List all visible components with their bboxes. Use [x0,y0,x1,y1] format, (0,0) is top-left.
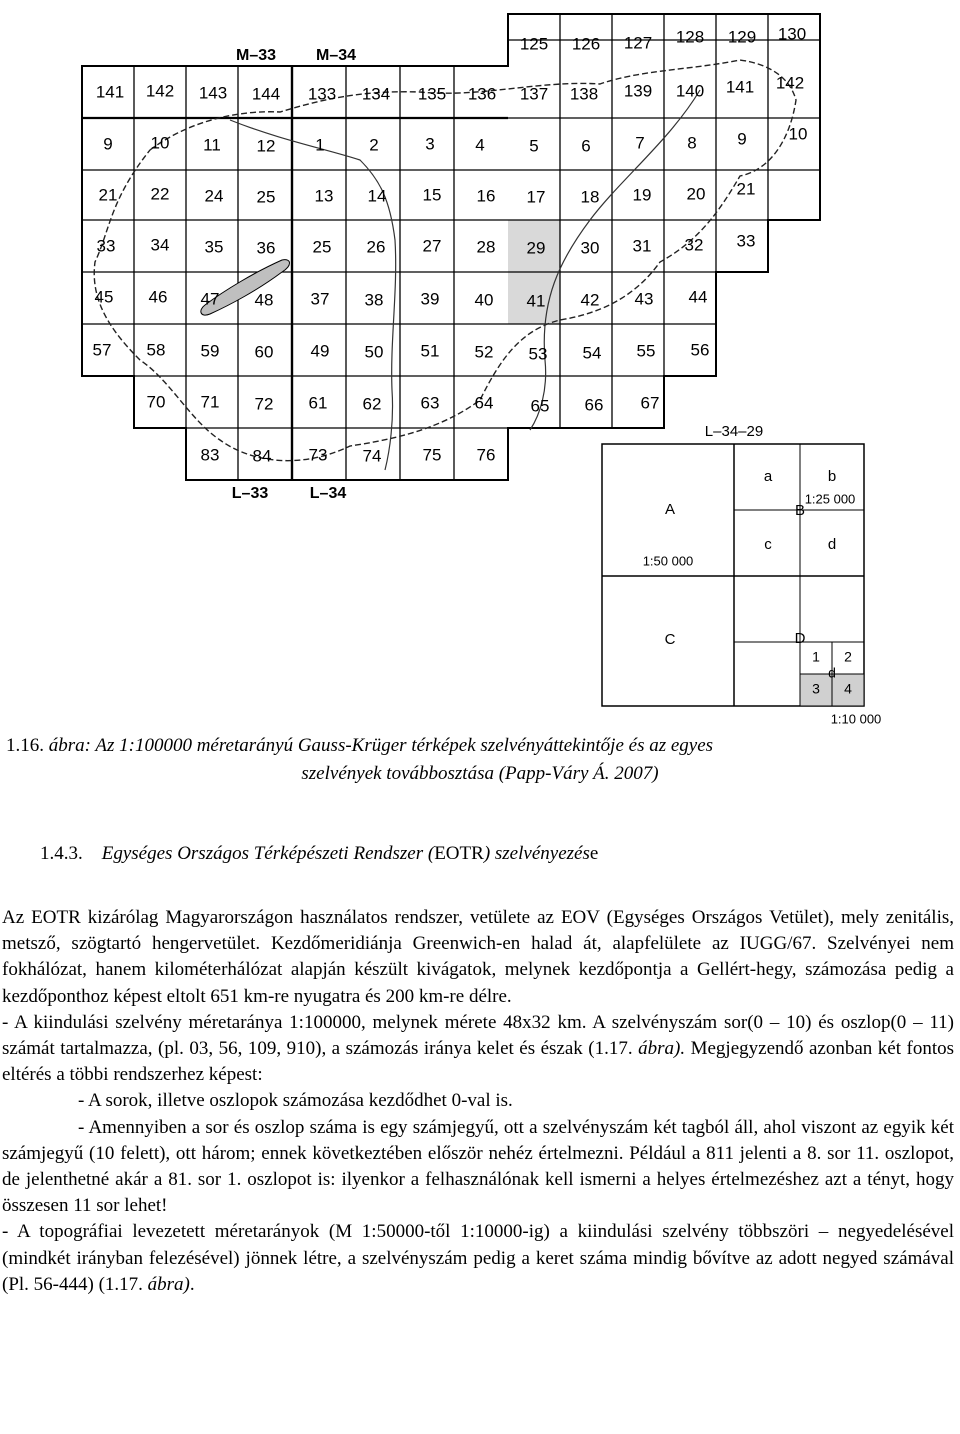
grid-number: 11 [203,135,221,155]
detail-label-d-small: d [828,664,836,681]
grid-number: 54 [582,343,602,363]
grid-number: 138 [569,84,599,104]
paragraph-text: - A topográfiai levezetett méretarányok (M 1:50000-től 1:10000-ig) a kiindulási szelvény többszöri – negyedelésével (mindkét irányban felezésével) jönnek létre, a szelvényszám pedig a keret száma mindig bővítve az adott negyed számával (Pl. 56-444) (1.17. [2,1221,954,1295]
paragraph-italic: ábra) [147,1273,190,1295]
paragraph-italic: ábra). [638,1038,686,1060]
grid-number: 43 [634,289,654,309]
grid-number: 142 [145,81,175,101]
grid-number: 59 [200,341,220,361]
grid-number: 13 [314,186,334,206]
grid-number: 4 [475,135,485,155]
grid-number: 42 [580,290,600,310]
grid-number: 63 [420,393,440,413]
sheet-label-l33: L–33 [231,485,269,503]
grid-number: 58 [146,340,166,360]
grid-number: 74 [362,446,382,466]
grid-number: 144 [251,84,281,104]
grid-number: 21 [98,185,118,205]
grid-number: 128 [675,27,705,47]
detail-label-q2: 2 [844,648,852,665]
sheet-label-m33: M–33 [235,47,277,65]
grid-number: 9 [103,134,113,154]
paragraph: - A sorok, illetve oszlopok számozása kezdődhet 0-val is. [78,1090,513,1112]
grid-number: 62 [362,394,382,414]
heading-part-2: ) szelvényezés [483,843,590,864]
grid-number: 6 [581,136,591,156]
grid-number: 1 [315,135,325,155]
detail-label-B: B [794,501,806,519]
grid-number: 55 [636,341,656,361]
grid-outline [82,14,820,480]
grid-number: 24 [204,186,224,206]
grid-number: 21 [736,179,756,199]
grid-number: 33 [96,236,116,256]
caption-line-1 [6,732,713,760]
grid-number: 61 [308,393,328,413]
grid-number: 19 [632,185,652,205]
grid-number: 36 [256,238,276,258]
heading-abbr: EOTR [434,843,484,864]
grid-number: 35 [204,237,224,257]
grid-number: 26 [366,237,386,257]
grid-lines [82,14,820,480]
grid-number: 83 [200,445,220,465]
grid-number: 22 [150,184,170,204]
detail-label-b: b [827,467,837,485]
paragraph: Az EOTR kizárólag Magyarországon használatos rendszer, vetülete az EOV (Egységes Országos Vetület), mely zenitális, metsző, szögtartó hengervetület. Kezdőmeridiánja Greenwich-en halad át, alapfelülete az IUGG/67. Szelvényei nem fokhálózat, hanem kilométerhálózat alapján készült kivágatok, melynek kezdőpontja a Gellért-hegy, számozása pedig a kezdőponthoz képest eltolt 651 km-re nyugatra és 200 km-re délre. [2,907,954,1007]
grid-number: 12 [256,136,276,156]
grid-number: 143 [198,83,228,103]
body-text [2,905,954,1298]
grid-number: 17 [526,187,546,207]
grid-number: 125 [519,34,549,54]
grid-number: 41 [526,291,546,311]
grid-number: 126 [571,34,601,54]
heading-suffix: e [589,843,599,864]
detail-label-q3: 3 [812,680,820,697]
detail-title: L–34–29 [704,422,764,440]
grid-number: 127 [623,33,653,53]
detail-label-q4: 4 [844,680,852,697]
grid-number: 84 [252,446,272,466]
grid-number: 44 [688,287,708,307]
grid-number: 45 [94,287,114,307]
grid-number: 49 [310,341,330,361]
grid-number: 135 [417,84,447,104]
grid-number: 142 [775,73,805,93]
grid-number: 39 [420,289,440,309]
grid-number: 133 [307,84,337,104]
grid-number: 37 [310,289,330,309]
grid-number: 32 [684,235,704,255]
grid-number: 51 [420,341,440,361]
grid-number: 30 [580,238,600,258]
grid-number: 25 [256,187,276,207]
detail-label-scale-50k: 1:50 000 [642,553,694,569]
grid-number: 141 [725,77,755,97]
grid-number: 2 [369,135,379,155]
grid-number: 33 [736,231,756,251]
detail-label-A: A [664,500,676,518]
paragraph [2,1010,954,1089]
grid-number: 64 [474,393,494,413]
grid-number: 29 [526,238,546,258]
sheet-label-l34: L–34 [309,485,347,503]
paragraph-text: . [189,1273,195,1295]
grid-number: 8 [687,133,697,153]
grid-number: 18 [580,187,600,207]
detail-label-scale-10k: 1:10 000 [830,711,882,727]
grid-number: 137 [519,84,549,104]
grid-number: 34 [150,235,170,255]
grid-number: 20 [686,184,706,204]
grid-number: 53 [528,344,548,364]
grid-number: 70 [146,392,166,412]
grid-number: 16 [476,186,496,206]
detail-label-C: C [664,630,676,648]
grid-number: 7 [635,133,645,153]
grid-number: 65 [530,396,550,416]
grid-number: 60 [254,342,274,362]
section-heading [40,843,598,865]
grid-number: 50 [364,342,384,362]
grid-number: 75 [422,445,442,465]
grid-number: 140 [675,81,705,101]
grid-number: 76 [476,445,496,465]
detail-label-D: D [794,629,806,647]
grid-number: 10 [788,124,808,144]
caption-text-2: szelvények továbbosztása (Papp-Váry Á. 2007) [301,763,659,784]
grid-number: 14 [367,186,387,206]
grid-number: 129 [727,27,757,47]
detail-label-q1: 1 [812,648,820,665]
grid-number: 10 [150,133,170,153]
detail-frame [602,444,864,706]
grid-number: 57 [92,340,112,360]
caption-number: 1.16. [6,735,44,756]
paragraph-text: - A kiindulási szelvény méretaránya 1:100000, melynek mérete 48x32 km. A szelvényszám sor(0 – 10) és oszlop(0 – 11) számát tartalmazza, (pl. 03, 56, 109, 910), a számozás iránya kelet és észak (1.17. [2,1011,954,1060]
grid-number: 5 [529,136,539,156]
grid-number: 38 [364,290,384,310]
grid-number: 66 [584,395,604,415]
detail-label-c: c [764,535,772,553]
grid-number: 141 [95,82,125,102]
detail-label-scale-25k: 1:25 000 [804,491,856,507]
grid-number: 67 [640,393,660,413]
subdivision-detail-panel [602,423,881,726]
grid-number: 46 [148,287,168,307]
grid-number: 130 [777,24,807,44]
grid-number: 72 [254,394,274,414]
grid-number: 40 [474,290,494,310]
grid-number: 139 [623,81,653,101]
grid-number: 52 [474,342,494,362]
grid-number: 27 [422,236,442,256]
grid-number: 28 [476,237,496,257]
grid-number: 73 [308,445,328,465]
grid-number: 56 [690,340,710,360]
caption-text-1: ábra: Az 1:100000 méretarányú Gauss-Krüger térképek szelvényáttekintője és az egyes [48,735,714,756]
grid-number: 47 [200,289,220,309]
grid-number: 48 [254,290,274,310]
grid-number: 3 [425,134,435,154]
grid-number: 25 [312,237,332,257]
caption-line-2 [0,760,960,788]
grid-number: 134 [361,84,391,104]
grid-number: 15 [422,185,442,205]
heading-part-1: Egységes Országos Térképészeti Rendszer ( [101,843,435,864]
grid-number: 71 [200,392,220,412]
detail-label-a: a [763,467,773,485]
grid-number: 136 [467,84,497,104]
grid-number: 9 [737,129,747,149]
paragraph [2,1219,954,1298]
sheet-label-m34: M–34 [315,47,357,65]
grid-number: 31 [632,236,652,256]
heading-number: 1.4.3. [40,843,83,864]
paragraph-text: Megjegyzendő azonban két fontos eltérés a többi rendszerhez képest: [2,1038,955,1086]
country-border [94,60,796,461]
paragraph: - Amennyiben a sor és oszlop száma is egy számjegyű, ott a szelvényszám két tagból áll, ahol viszont az egyik két számjegyű (10 felett), ott három; ennek következtében először nehéz értelmezni. Például a 811 jelenti a 8. sor 11. oszlopot, de jelenthetné akár a 81. sor 1. oszlopot is: ilyenkor a felhasználónak kell ismerni a helyes értelmezéshez azt a tényt, hogy összesen 11 sor lehet! [2,1116,954,1217]
detail-label-d: d [827,535,837,553]
